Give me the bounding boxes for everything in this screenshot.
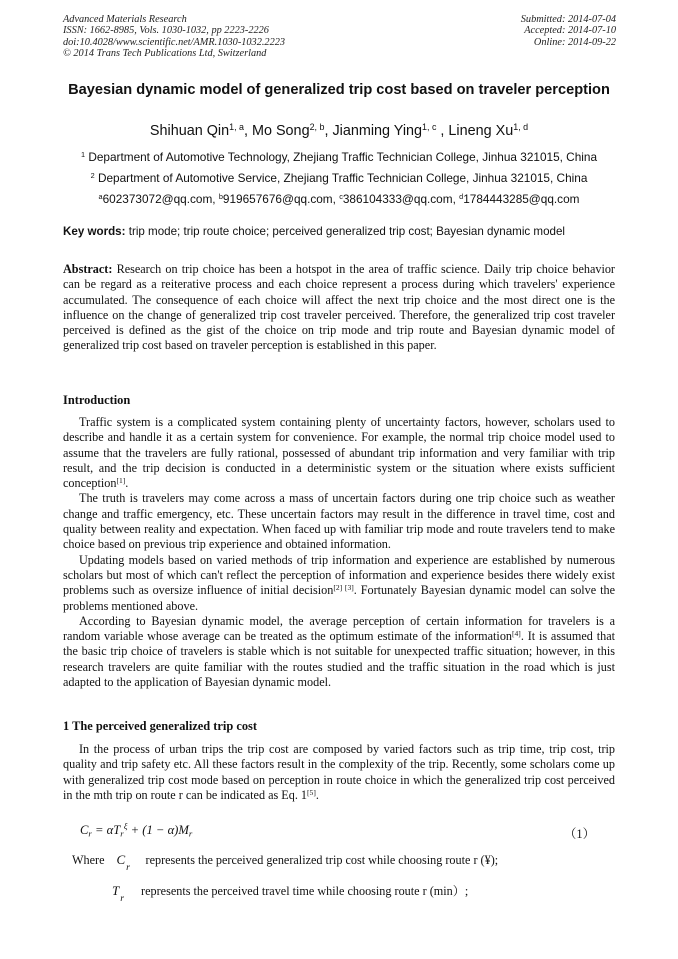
online-date: Online: 2014-09-22 — [533, 36, 616, 48]
variable-letter: T — [112, 883, 120, 898]
abstract-text: Research on trip choice has been a hotspot in the area of traffic science. Daily trip choice behavior can be regard as a reiterative process and each choice represent a process during which travelers' experience accumulated. The consequence of each choice will affect the next trip choice and the most direct one is the influence on the change of generalized trip cost traveler perceived. Therefore, the generalized trip cost traveler perceived is defined as the gist of the choice on trip mode and trip route and Bayesian dynamic model of generalized trip cost based on traveler perception is established in this paper. — [63, 262, 615, 353]
journal-doi: doi:10.4028/www.scientific.net/AMR.1030-1032.2223 — [63, 36, 286, 48]
variable-sub: r — [120, 893, 125, 904]
section-1-heading: 1 The perceived generalized trip cost — [63, 719, 257, 733]
submitted-date: Submitted: 2014-07-04 — [520, 14, 616, 25]
journal-name: Advanced Materials Research — [63, 14, 187, 25]
paragraph-text: According to Bayesian dynamic model, the average perception of certain information for travelers is a random variable whose average can be treated as the optimum estimate of the information — [63, 613, 615, 644]
where-line-2 — [112, 882, 469, 904]
author-sup: 1, c — [422, 122, 437, 133]
author-name: Lineng Xu — [448, 123, 514, 139]
keywords-label: Key words: — [63, 225, 126, 238]
paragraph — [63, 415, 615, 491]
eq-m-sub: r — [188, 828, 193, 839]
author-sup: 1, d — [513, 122, 529, 133]
author-sup: 2, b — [309, 122, 325, 133]
author-sup: 1, a — [229, 122, 244, 133]
section-1-body — [63, 742, 615, 803]
affiliation-text: Department of Automotive Technology, Zhejiang Traffic Technician College, Jinhua 321015, China — [88, 150, 598, 164]
variable-symbol — [116, 852, 138, 873]
paragraph-tail: . — [125, 476, 129, 491]
abstract — [63, 262, 615, 354]
equation-1 — [80, 821, 192, 838]
email-list: $^a$602373072@qq.com, $^b$919657676@qq.com, $^c$386104333@qq.com, $^d$1784443285@qq.com — [98, 191, 580, 206]
paragraph — [63, 614, 615, 690]
email-sup: b — [218, 191, 223, 201]
abstract-label: Abstract: — [63, 262, 113, 276]
paragraph: The truth is travelers may come across a mass of uncertain factors during one trip choice such as weather change and traffic emergency, etc. These uncertain factors may result in the difference in travel time, cost and quality between reality and expectation. When faced up with familiar trip mode and route travelers tend to make choice based on previous trip experience and obtained information. — [63, 491, 615, 552]
paragraph-tail: . It is assumed that the basic trip choice of travelers is stable which is not suitable for unexpected traffic situation; however, in this research travelers are quite familiar with the routes studied and the traffic situation in the road which is just adapted to the application of Bayesian dynamic model. — [63, 629, 615, 690]
eq-lhs-sub: r — [88, 828, 92, 839]
affiliation-2 — [20, 171, 658, 185]
author-name: Jianming Ying — [332, 123, 423, 139]
author-list: Shihuan Qin$^{1, a}$, Mo Song$^{2, b}$, Jianming Ying$^{1, c}$ , Lineng Xu$^{1, d}$ — [149, 122, 529, 139]
author-name: Shihuan Qin — [149, 123, 230, 139]
variable-letter: C — [116, 852, 126, 867]
affiliation-sup: 2 — [90, 170, 95, 180]
eq-t-sub: r — [120, 828, 124, 839]
author-name: Mo Song — [251, 123, 310, 139]
eq-lhs: C — [80, 822, 89, 837]
affiliation-1 — [20, 150, 658, 164]
journal-copyright: © 2014 Trans Tech Publications Ltd, Switzerland — [63, 47, 267, 59]
email-c: 386104333@qq.com — [342, 192, 453, 206]
equation-number: （1） — [564, 827, 595, 841]
journal-issn: ISSN: 1662-8985, Vols. 1030-1032, pp 2223-2226 — [63, 25, 269, 37]
variable-sub: r — [126, 862, 130, 873]
paragraph-text: Updating models based on varied methods of trip information and experience are established by numerous scholars but most of which can't reflect the perception of information and experience besides there widely exist problems such as oversize influence of initial decision — [63, 552, 615, 598]
email-b: 919657676@qq.com — [222, 192, 333, 206]
eq-rest: + (1 − α)M — [127, 822, 189, 837]
dates-header — [521, 14, 616, 48]
eq-exponent: ξ — [123, 821, 128, 831]
email-sup: a — [98, 191, 103, 201]
journal-header — [63, 14, 285, 59]
variable-description: represents the perceived generalized trip cost while choosing route r (¥); — [145, 853, 499, 867]
paragraph-text: Traffic system is a complicated system containing plenty of uncertainty factors, however, scholars used to describe and handle it as a certain system for convenience. For example, the normal trip choice model used to assume that the travelers are fully rational, possessed of abundant trip information and very familiar with trip result, and the trip decision is conducted in a deterministic system or the situation where exists sufficient conception — [63, 415, 615, 491]
introduction-body — [63, 415, 615, 690]
where-line-1 — [72, 852, 499, 873]
accepted-date: Accepted: 2014-07-10 — [524, 25, 616, 37]
paragraph-text: In the process of urban trips the trip cost are composed by varied factors such as trip time, trip cost, trip quality and trip safety etc. All these factors result in the complexity of the trip. Recently, some scholars come up with generalized trip cost mode based on perception in route choice in which the generalized trip cost perceived in the mth trip on route r can be indicated as Eq. 1 — [63, 742, 615, 802]
introduction-heading: Introduction — [63, 393, 131, 407]
email-sup: c — [339, 191, 343, 201]
email-d: 1784443285@qq.com — [463, 192, 580, 206]
citation: [2] [3] — [333, 583, 354, 593]
eq-term: = αT — [91, 822, 121, 837]
paragraph — [63, 553, 615, 614]
variable-symbol — [112, 883, 134, 904]
paragraph-tail: . — [315, 787, 319, 802]
affiliation-text: Department of Automotive Service, Zhejiang Traffic Technician College, Jinhua 321015, China — [97, 171, 588, 185]
citation: [4] — [512, 629, 521, 638]
affiliation-sup: 1 — [80, 149, 86, 159]
where-label: Where — [72, 853, 105, 867]
paragraph — [63, 742, 615, 803]
variable-description: represents the perceived travel time while choosing route r (min）; — [141, 884, 469, 898]
citation: [5] — [307, 787, 316, 797]
keywords — [63, 225, 623, 238]
keywords-text: trip mode; trip route choice; perceived generalized trip cost; Bayesian dynamic model — [128, 225, 566, 238]
paragraph-tail: . Fortunately Bayesian dynamic model can solve the problems mentioned above. — [63, 583, 615, 613]
paper-title: Bayesian dynamic model of generalized trip cost based on traveler perception — [68, 82, 610, 98]
email-sup: d — [459, 191, 464, 201]
citation: [1] — [116, 476, 126, 486]
email-a: 602373072@qq.com — [102, 192, 213, 206]
